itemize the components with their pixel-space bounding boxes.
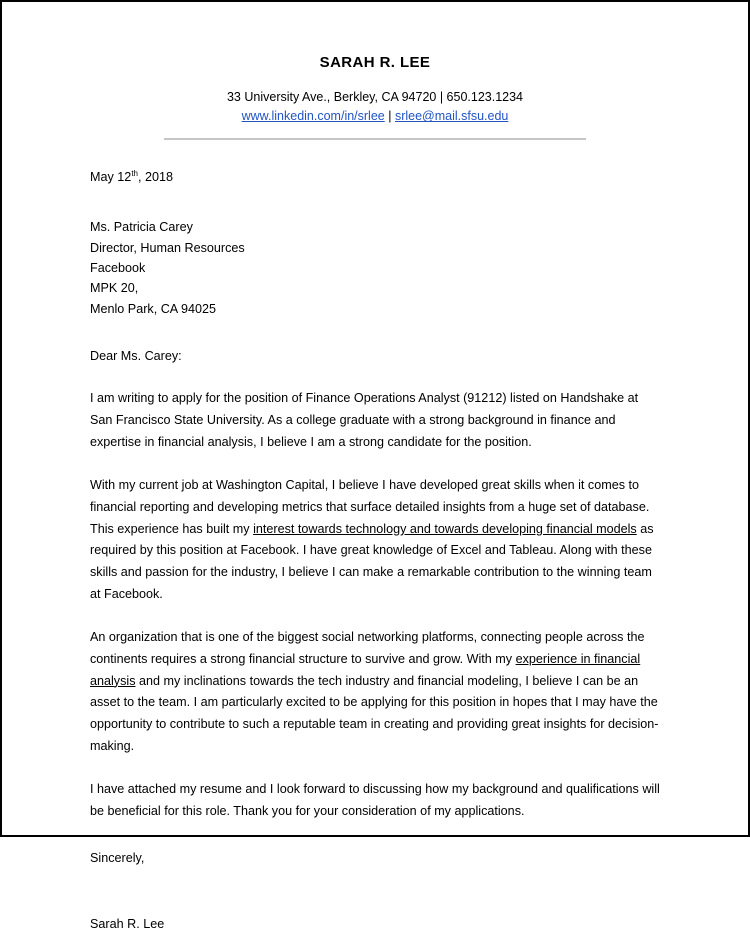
body-paragraph-3 [90,627,660,757]
paragraph-2-text-before: With my current job at Washington Capital, I believe I have developed great skills when it comes to financial reporting and developing metrics that surface detailed insights from a huge set of database. This experience has built my [90,478,650,536]
body-paragraph-4: I have attached my resume and I look forward to discussing how my background and qualifications will be beneficial for this role. Thank you for your consideration of my applications. [90,782,660,818]
recipient-line: Ms. Patricia Carey [90,220,193,235]
paragraph-2-underlined-phrase: interest towards technology and towards developing financial models [253,521,637,536]
body-paragraph-1: I am writing to apply for the position of Finance Operations Analyst (91212) listed on Handshake at San Francisco State University. As a college graduate with a strong background in finance and expertise in financial analysis, I believe I am a strong candidate for the position. [90,391,639,449]
salutation: Dear Ms. Carey: [90,349,182,364]
letter-date [90,167,660,187]
closing-salutation: Sincerely, [90,850,145,865]
recipient-line: Facebook [90,260,146,275]
letter-sheet [2,2,748,932]
email-link[interactable]: srlee@mail.sfsu.edu [394,109,509,124]
signature-name: Sarah R. Lee [90,917,165,932]
paragraph-3-text-before: An organization that is one of the biggest social networking platforms, connecting people across the continents requires a strong financial structure to survive and grow. With my [90,630,645,667]
contact-links-line [90,107,660,126]
paragraph-3-underlined-phrase: experience in financial analysis [90,652,641,688]
date-ordinal-suffix: th [131,168,138,178]
recipient-line: MPK 20, [90,281,139,296]
header-divider [164,138,586,140]
recipient-line: Menlo Park, CA 94025 [90,301,217,316]
date-main: May 12 [90,169,132,184]
recipient-line: Director, Human Resources [90,240,245,255]
body-paragraph-2 [90,475,660,605]
letterhead [90,54,660,140]
recipient-address-block [90,217,660,319]
page-title: SARAH R. LEE [319,54,431,71]
link-separator: | [384,109,395,124]
date-year: , 2018 [137,169,173,184]
paragraph-2-text-after: as required by this position at Facebook. I have great knowledge of Excel and Tableau. Along with these skills and passion for the industry, I believe I can make a remarkable contribution to the winning team at Facebook. [90,521,654,601]
letter-body [90,167,660,934]
linkedin-link[interactable]: www.linkedin.com/in/srlee [241,109,385,124]
paragraph-3-text-after: and my inclinations towards the tech industry and financial modeling, I believe I can be an asset to the team. I am particularly excited to be applying for this position in hopes that I may have the opportunity to contribute to such a reputable team in creating and providing great insights for decision-making. [90,673,659,753]
contact-address-line: 33 University Ave., Berkley, CA 94720 | 650.123.1234 [226,90,524,104]
